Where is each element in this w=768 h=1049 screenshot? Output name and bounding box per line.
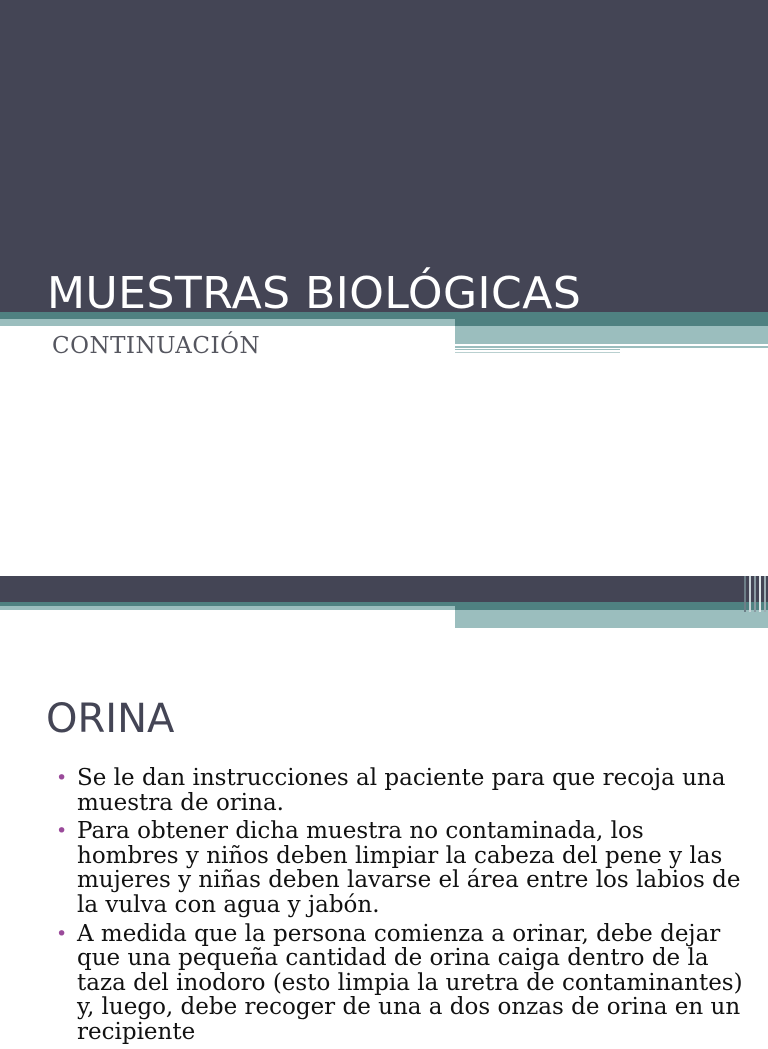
list-item: [56, 819, 746, 917]
slide-1-subtitle: CONTINUACIÓN: [52, 333, 261, 359]
slide-2-light-teal-right: [455, 610, 768, 628]
bullet-icon: •: [56, 820, 68, 843]
list-item: [56, 922, 746, 1045]
decor-line-1: [455, 346, 768, 348]
decor-line-3: [455, 352, 620, 353]
bullet-text: Se le dan instrucciones al paciente para que recoja una muestra de orina.: [77, 765, 726, 816]
bullet-icon: •: [56, 767, 68, 789]
slide-2-title: ORINA: [46, 696, 175, 742]
list-item: [56, 766, 746, 815]
slide-1-title: MUESTRAS BIOLÓGICAS: [47, 268, 582, 319]
slide-2-corner-stripes: [744, 576, 768, 612]
slide-2-header-band: [0, 576, 768, 602]
bullet-text: Para obtener dicha muestra no contaminada, los hombres y niños deben limpiar la cabeza del pene y las mujeres y niñas deben lavarse el área entre los labios de la vulva con agua y jabón.: [77, 818, 741, 918]
bullet-text: A medida que la persona comienza a orinar, debe dejar que una pequeña cantidad de orina caiga dentro de la taza del inodoro (esto limpia la uretra de contaminantes) y, luego, debe recoger de una a dos onzas de orina en un recipiente: [77, 920, 743, 1045]
slide-2-light-teal-left: [0, 606, 455, 610]
bullet-list: [56, 766, 746, 1049]
decor-line-2: [455, 349, 620, 350]
light-teal-band-right: [455, 326, 768, 344]
bullet-icon: •: [56, 922, 68, 945]
